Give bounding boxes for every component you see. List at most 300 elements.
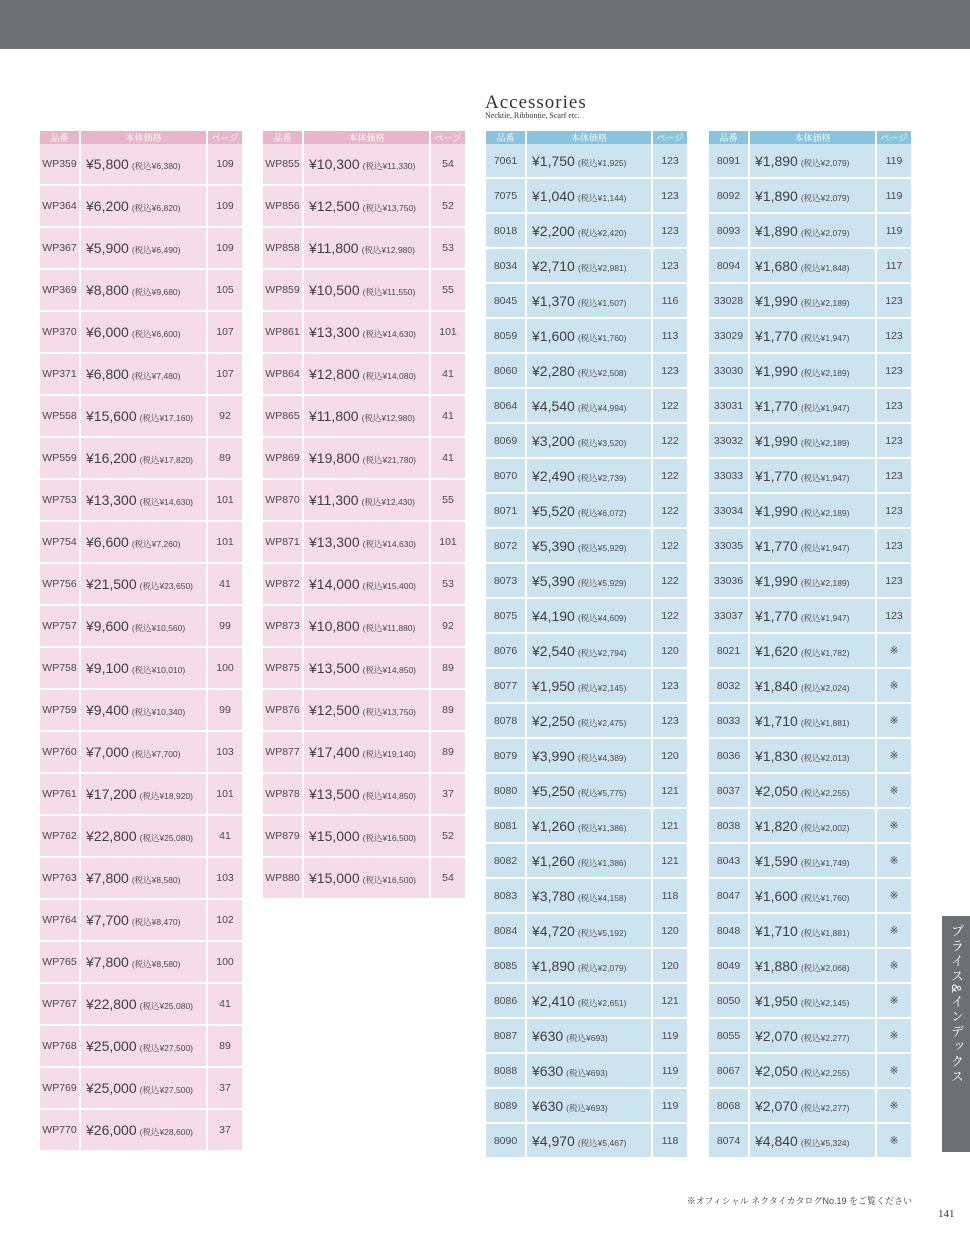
table-row bbox=[263, 354, 465, 396]
product-code: 33033 bbox=[709, 459, 750, 494]
base-price: ¥1,770 bbox=[755, 327, 798, 344]
product-code: 33035 bbox=[709, 529, 750, 564]
product-code: WP859 bbox=[263, 270, 304, 312]
table-row bbox=[486, 214, 687, 249]
tax-included-price: (税込¥4,158) bbox=[577, 892, 627, 903]
product-code: 8092 bbox=[709, 179, 750, 214]
catalog-page: 37 bbox=[431, 774, 465, 816]
catalog-page: 119 bbox=[877, 144, 911, 179]
catalog-page: 41 bbox=[208, 816, 242, 858]
base-price: ¥15,000 bbox=[309, 828, 360, 844]
catalog-page: 100 bbox=[208, 942, 242, 984]
catalog-page: 117 bbox=[877, 249, 911, 284]
product-code: 8059 bbox=[486, 319, 527, 354]
tax-included-price: (税込¥10,010) bbox=[131, 665, 186, 675]
base-price: ¥2,710 bbox=[532, 257, 575, 274]
tax-included-price: (税込¥2,277) bbox=[800, 1102, 850, 1113]
tax-included-price: (税込¥1,881) bbox=[800, 717, 850, 728]
product-code: WP559 bbox=[40, 438, 81, 480]
base-price: ¥630 bbox=[532, 1062, 564, 1079]
table-row bbox=[40, 690, 242, 732]
table-row bbox=[263, 480, 465, 522]
tax-included-price: (税込¥1,386) bbox=[577, 822, 627, 833]
table-row bbox=[40, 438, 242, 480]
table-row bbox=[709, 1124, 911, 1159]
base-price: ¥2,490 bbox=[532, 467, 575, 484]
catalog-page: 99 bbox=[208, 606, 242, 648]
table-row bbox=[709, 914, 911, 949]
product-code: WP865 bbox=[263, 396, 304, 438]
base-price: ¥630 bbox=[532, 1097, 564, 1114]
price-cell bbox=[750, 214, 877, 249]
tax-included-price: (税込¥693) bbox=[566, 1032, 608, 1043]
base-price: ¥1,600 bbox=[755, 887, 798, 904]
product-code: WP855 bbox=[263, 144, 304, 186]
product-code: WP876 bbox=[263, 690, 304, 732]
catalog-page: 53 bbox=[431, 228, 465, 270]
product-code: WP364 bbox=[40, 186, 81, 228]
top-header-bar bbox=[0, 0, 970, 49]
base-price: ¥1,770 bbox=[755, 467, 798, 484]
catalog-page: 122 bbox=[653, 459, 687, 494]
price-cell bbox=[304, 480, 431, 522]
table-body bbox=[486, 144, 687, 1159]
base-price: ¥2,050 bbox=[755, 1062, 798, 1079]
catalog-page: 109 bbox=[208, 144, 242, 186]
base-price: ¥1,260 bbox=[532, 817, 575, 834]
price-cell bbox=[750, 739, 877, 774]
price-cell bbox=[81, 522, 208, 564]
table-row bbox=[709, 704, 911, 739]
base-price: ¥4,970 bbox=[532, 1132, 575, 1149]
base-price: ¥2,050 bbox=[755, 782, 798, 799]
catalog-page: 123 bbox=[653, 354, 687, 389]
price-cell bbox=[81, 480, 208, 522]
table-row bbox=[40, 522, 242, 564]
price-cell bbox=[81, 270, 208, 312]
tax-included-price: (税込¥14,630) bbox=[362, 329, 416, 339]
base-price: ¥9,400 bbox=[86, 702, 129, 718]
tax-included-price: (税込¥6,600) bbox=[131, 329, 181, 339]
product-code: 8033 bbox=[709, 704, 750, 739]
base-price: ¥2,070 bbox=[755, 1097, 798, 1114]
header-page: ページ bbox=[877, 131, 911, 144]
product-code: 7061 bbox=[486, 144, 527, 179]
table-row bbox=[40, 1068, 242, 1110]
base-price: ¥14,000 bbox=[309, 576, 360, 592]
table-row bbox=[40, 1026, 242, 1068]
product-code: 33037 bbox=[709, 599, 750, 634]
tax-included-price: (税込¥15,400) bbox=[362, 581, 416, 591]
product-code: 8049 bbox=[709, 949, 750, 984]
table-row bbox=[486, 704, 687, 739]
catalog-page: 120 bbox=[653, 914, 687, 949]
table-row bbox=[709, 424, 911, 459]
catalog-page: 103 bbox=[208, 732, 242, 774]
price-cell bbox=[304, 564, 431, 606]
price-cell bbox=[750, 844, 877, 879]
price-cell bbox=[81, 690, 208, 732]
tax-included-price: (税込¥2,189) bbox=[800, 507, 850, 518]
price-cell bbox=[81, 1026, 208, 1068]
base-price: ¥21,500 bbox=[86, 576, 137, 592]
table-row bbox=[40, 984, 242, 1026]
catalog-page: 119 bbox=[877, 214, 911, 249]
table-row bbox=[486, 844, 687, 879]
product-code: 8069 bbox=[486, 424, 527, 459]
table-row bbox=[263, 522, 465, 564]
product-code: 8050 bbox=[709, 984, 750, 1019]
table-row bbox=[263, 396, 465, 438]
price-cell bbox=[527, 739, 653, 774]
table-row bbox=[486, 634, 687, 669]
product-code: 8079 bbox=[486, 739, 527, 774]
table-row bbox=[486, 494, 687, 529]
price-cell bbox=[750, 529, 877, 564]
base-price: ¥1,820 bbox=[755, 817, 798, 834]
base-price: ¥7,700 bbox=[86, 912, 129, 928]
product-code: 8074 bbox=[709, 1124, 750, 1159]
tax-included-price: (税込¥6,490) bbox=[131, 245, 181, 255]
price-cell bbox=[527, 844, 653, 879]
tax-included-price: (税込¥14,630) bbox=[362, 539, 416, 549]
table-row bbox=[486, 914, 687, 949]
catalog-page: ※ bbox=[877, 914, 911, 949]
catalog-page: 116 bbox=[653, 284, 687, 319]
tax-included-price: (税込¥25,080) bbox=[139, 833, 193, 843]
price-cell bbox=[527, 774, 653, 809]
table-row bbox=[40, 1110, 242, 1152]
table-row bbox=[486, 529, 687, 564]
table-row bbox=[263, 312, 465, 354]
catalog-page: 123 bbox=[877, 424, 911, 459]
base-price: ¥26,000 bbox=[86, 1122, 137, 1138]
catalog-page: 120 bbox=[653, 949, 687, 984]
base-price: ¥13,500 bbox=[309, 660, 360, 676]
tax-included-price: (税込¥28,600) bbox=[139, 1127, 193, 1137]
table-row bbox=[709, 144, 911, 179]
product-code: WP764 bbox=[40, 900, 81, 942]
table-row bbox=[486, 564, 687, 599]
tax-included-price: (税込¥2,024) bbox=[800, 682, 850, 693]
table-row bbox=[486, 179, 687, 214]
tax-included-price: (税込¥2,739) bbox=[577, 472, 627, 483]
product-code: 8078 bbox=[486, 704, 527, 739]
tax-included-price: (税込¥3,520) bbox=[577, 437, 627, 448]
base-price: ¥6,000 bbox=[86, 324, 129, 340]
product-code: WP759 bbox=[40, 690, 81, 732]
page-number: 141 bbox=[938, 1208, 955, 1220]
tax-included-price: (税込¥2,068) bbox=[800, 962, 850, 973]
table-row bbox=[40, 606, 242, 648]
base-price: ¥5,250 bbox=[532, 782, 575, 799]
catalog-page: 122 bbox=[653, 564, 687, 599]
base-price: ¥1,990 bbox=[755, 362, 798, 379]
table-row bbox=[263, 564, 465, 606]
base-price: ¥17,200 bbox=[86, 786, 137, 802]
catalog-page: 123 bbox=[877, 354, 911, 389]
product-code: 8064 bbox=[486, 389, 527, 424]
price-cell bbox=[750, 494, 877, 529]
catalog-page: ※ bbox=[877, 669, 911, 704]
catalog-page: 123 bbox=[877, 529, 911, 564]
product-code: 8076 bbox=[486, 634, 527, 669]
base-price: ¥1,680 bbox=[755, 257, 798, 274]
base-price: ¥4,190 bbox=[532, 607, 575, 624]
product-code: 8036 bbox=[709, 739, 750, 774]
table-row bbox=[263, 732, 465, 774]
catalog-page: 123 bbox=[653, 214, 687, 249]
product-code: 8034 bbox=[486, 249, 527, 284]
price-cell bbox=[304, 228, 431, 270]
price-cell bbox=[527, 879, 653, 914]
catalog-page: 107 bbox=[208, 354, 242, 396]
product-code: 33031 bbox=[709, 389, 750, 424]
price-cell bbox=[81, 228, 208, 270]
tax-included-price: (税込¥12,430) bbox=[361, 497, 415, 507]
base-price: ¥1,710 bbox=[755, 712, 798, 729]
tax-included-price: (税込¥2,651) bbox=[577, 997, 627, 1008]
header-price: 本体価格 bbox=[527, 131, 653, 144]
tax-included-price: (税込¥5,929) bbox=[577, 542, 627, 553]
table-row bbox=[40, 774, 242, 816]
catalog-page: 120 bbox=[653, 634, 687, 669]
price-cell bbox=[81, 774, 208, 816]
price-cell bbox=[750, 144, 877, 179]
table-row bbox=[40, 858, 242, 900]
table-row bbox=[709, 949, 911, 984]
product-code: WP869 bbox=[263, 438, 304, 480]
table-row bbox=[709, 459, 911, 494]
tax-included-price: (税込¥2,189) bbox=[800, 577, 850, 588]
product-code: 33029 bbox=[709, 319, 750, 354]
base-price: ¥1,890 bbox=[755, 187, 798, 204]
header-code: 品番 bbox=[263, 131, 304, 144]
base-price: ¥1,990 bbox=[755, 292, 798, 309]
price-cell bbox=[81, 312, 208, 354]
product-code: WP754 bbox=[40, 522, 81, 564]
catalog-page: 109 bbox=[208, 228, 242, 270]
product-code: 8091 bbox=[709, 144, 750, 179]
price-cell bbox=[527, 529, 653, 564]
price-table-wp-left bbox=[40, 131, 242, 1152]
product-code: 33028 bbox=[709, 284, 750, 319]
catalog-page: 109 bbox=[208, 186, 242, 228]
product-code: 8037 bbox=[709, 774, 750, 809]
product-code: 33036 bbox=[709, 564, 750, 599]
product-code: WP875 bbox=[263, 648, 304, 690]
table-row bbox=[486, 319, 687, 354]
base-price: ¥1,770 bbox=[755, 537, 798, 554]
table-row bbox=[709, 879, 911, 914]
base-price: ¥15,000 bbox=[309, 870, 360, 886]
tax-included-price: (税込¥4,389) bbox=[577, 752, 627, 763]
table-row bbox=[486, 1019, 687, 1054]
product-code: WP861 bbox=[263, 312, 304, 354]
tax-included-price: (税込¥1,386) bbox=[577, 857, 627, 868]
catalog-page: 121 bbox=[653, 774, 687, 809]
price-cell bbox=[750, 1089, 877, 1124]
base-price: ¥6,800 bbox=[86, 366, 129, 382]
catalog-page: 119 bbox=[877, 179, 911, 214]
price-cell bbox=[750, 424, 877, 459]
price-cell bbox=[304, 186, 431, 228]
tax-included-price: (税込¥2,189) bbox=[800, 297, 850, 308]
table-row bbox=[709, 634, 911, 669]
tax-included-price: (税込¥2,255) bbox=[800, 1067, 850, 1078]
product-code: WP765 bbox=[40, 942, 81, 984]
table-row bbox=[709, 354, 911, 389]
price-cell bbox=[750, 319, 877, 354]
catalog-page: 41 bbox=[208, 564, 242, 606]
table-row bbox=[40, 396, 242, 438]
price-cell bbox=[750, 634, 877, 669]
catalog-page: 122 bbox=[653, 424, 687, 459]
price-cell bbox=[304, 774, 431, 816]
price-cell bbox=[527, 984, 653, 1019]
table-row bbox=[709, 599, 911, 634]
price-cell bbox=[527, 284, 653, 319]
base-price: ¥10,800 bbox=[309, 618, 360, 634]
price-cell bbox=[81, 732, 208, 774]
tax-included-price: (税込¥1,947) bbox=[800, 402, 850, 413]
product-code: 33032 bbox=[709, 424, 750, 459]
price-cell bbox=[750, 809, 877, 844]
price-cell bbox=[750, 949, 877, 984]
table-row bbox=[486, 424, 687, 459]
product-code: WP878 bbox=[263, 774, 304, 816]
product-code: WP864 bbox=[263, 354, 304, 396]
product-code: 8086 bbox=[486, 984, 527, 1019]
tax-included-price: (税込¥4,609) bbox=[577, 612, 627, 623]
tax-included-price: (税込¥16,500) bbox=[362, 875, 416, 885]
product-code: 8067 bbox=[709, 1054, 750, 1089]
price-cell bbox=[81, 1110, 208, 1152]
price-cell bbox=[527, 634, 653, 669]
tax-included-price: (税込¥18,920) bbox=[139, 791, 193, 801]
catalog-page: 121 bbox=[653, 844, 687, 879]
product-code: 8021 bbox=[709, 634, 750, 669]
tax-included-price: (税込¥7,700) bbox=[131, 749, 181, 759]
table-row bbox=[263, 690, 465, 732]
table-row bbox=[486, 1054, 687, 1089]
catalog-page: 107 bbox=[208, 312, 242, 354]
base-price: ¥15,600 bbox=[86, 408, 137, 424]
header-code: 品番 bbox=[40, 131, 81, 144]
header-code: 品番 bbox=[486, 131, 527, 144]
product-code: WP871 bbox=[263, 522, 304, 564]
tax-included-price: (税込¥2,079) bbox=[800, 227, 850, 238]
product-code: 7075 bbox=[486, 179, 527, 214]
price-cell bbox=[750, 669, 877, 704]
product-code: 8084 bbox=[486, 914, 527, 949]
product-code: 8090 bbox=[486, 1124, 527, 1159]
table-row bbox=[263, 606, 465, 648]
base-price: ¥2,070 bbox=[755, 1027, 798, 1044]
base-price: ¥13,300 bbox=[309, 324, 360, 340]
price-cell bbox=[81, 984, 208, 1026]
tax-included-price: (税込¥11,330) bbox=[362, 161, 416, 171]
product-code: 8055 bbox=[709, 1019, 750, 1054]
base-price: ¥1,750 bbox=[532, 152, 575, 169]
product-code: WP877 bbox=[263, 732, 304, 774]
catalog-page: 53 bbox=[431, 564, 465, 606]
catalog-page: ※ bbox=[877, 984, 911, 1019]
base-price: ¥12,500 bbox=[309, 198, 360, 214]
base-price: ¥9,600 bbox=[86, 618, 129, 634]
tax-included-price: (税込¥1,782) bbox=[800, 647, 850, 658]
catalog-page: 99 bbox=[208, 690, 242, 732]
table-row bbox=[709, 494, 911, 529]
catalog-page: 55 bbox=[431, 480, 465, 522]
base-price: ¥1,990 bbox=[755, 432, 798, 449]
tax-included-price: (税込¥27,500) bbox=[139, 1085, 193, 1095]
price-cell bbox=[304, 144, 431, 186]
tax-included-price: (税込¥1,947) bbox=[800, 612, 850, 623]
tax-included-price: (税込¥9,680) bbox=[131, 287, 181, 297]
product-code: WP763 bbox=[40, 858, 81, 900]
tax-included-price: (税込¥21,780) bbox=[362, 455, 416, 465]
product-code: WP880 bbox=[263, 858, 304, 900]
tax-included-price: (税込¥1,925) bbox=[577, 157, 627, 168]
table-row bbox=[40, 480, 242, 522]
product-code: WP770 bbox=[40, 1110, 81, 1152]
price-cell bbox=[750, 564, 877, 599]
price-cell bbox=[527, 214, 653, 249]
tax-included-price: (税込¥2,475) bbox=[577, 717, 627, 728]
base-price: ¥6,200 bbox=[86, 198, 129, 214]
product-code: WP768 bbox=[40, 1026, 81, 1068]
price-cell bbox=[304, 690, 431, 732]
tax-included-price: (税込¥2,420) bbox=[577, 227, 627, 238]
base-price: ¥7,800 bbox=[86, 954, 129, 970]
tax-included-price: (税込¥1,947) bbox=[800, 332, 850, 343]
tax-included-price: (税込¥5,929) bbox=[577, 577, 627, 588]
catalog-page: 122 bbox=[653, 599, 687, 634]
base-price: ¥2,540 bbox=[532, 642, 575, 659]
table-row bbox=[486, 144, 687, 179]
base-price: ¥3,780 bbox=[532, 887, 575, 904]
product-code: WP872 bbox=[263, 564, 304, 606]
side-index-tab[interactable] bbox=[942, 916, 970, 1152]
price-table-wp-right bbox=[263, 131, 465, 900]
base-price: ¥2,410 bbox=[532, 992, 575, 1009]
catalog-page: ※ bbox=[877, 844, 911, 879]
header-price: 本体価格 bbox=[750, 131, 877, 144]
product-code: WP761 bbox=[40, 774, 81, 816]
base-price: ¥11,800 bbox=[309, 240, 359, 256]
price-cell bbox=[527, 1089, 653, 1124]
base-price: ¥9,100 bbox=[86, 660, 129, 676]
tax-included-price: (税込¥2,981) bbox=[577, 262, 627, 273]
product-code: WP369 bbox=[40, 270, 81, 312]
tax-included-price: (税込¥1,507) bbox=[577, 297, 627, 308]
product-code: WP753 bbox=[40, 480, 81, 522]
catalog-page: 54 bbox=[431, 144, 465, 186]
section-subtitle: Necktie, Ribbontie, Scarf etc. bbox=[485, 111, 580, 120]
base-price: ¥1,770 bbox=[755, 607, 798, 624]
catalog-page: 101 bbox=[431, 312, 465, 354]
base-price: ¥1,710 bbox=[755, 922, 798, 939]
tax-included-price: (税込¥11,550) bbox=[362, 287, 416, 297]
tax-included-price: (税込¥6,380) bbox=[131, 161, 181, 171]
product-code: WP767 bbox=[40, 984, 81, 1026]
catalog-page: 123 bbox=[877, 599, 911, 634]
catalog-page: 123 bbox=[877, 494, 911, 529]
section-title: Accessories bbox=[485, 92, 587, 113]
table-row bbox=[40, 564, 242, 606]
base-price: ¥7,800 bbox=[86, 870, 129, 886]
